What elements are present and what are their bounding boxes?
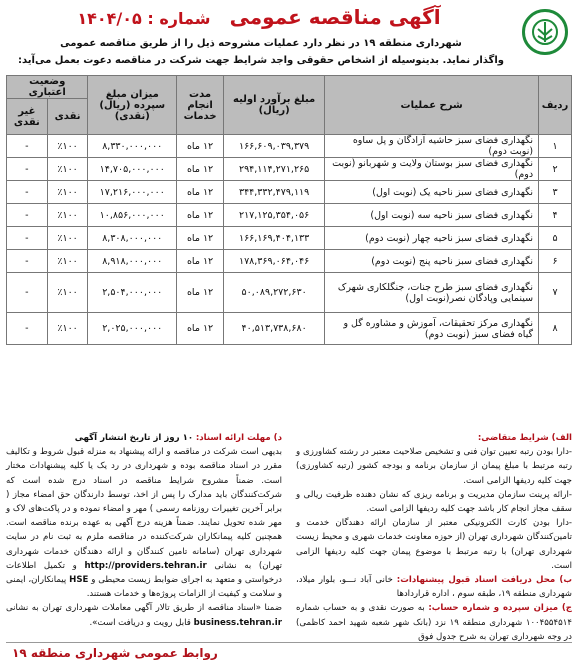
- header-duration: مدت انجام خدمات: [177, 76, 224, 135]
- cell-description: نگهداری فضای سبز حاشیه آزادگان و پل ساوه (نوبت دوم): [325, 135, 539, 158]
- cell-deposit: ۱۰,۸۵۶,۰۰۰,۰۰۰: [88, 204, 177, 227]
- municipality-logo-icon: [522, 9, 568, 55]
- notice-number: شماره : ۱۴۰۴/۰۵: [77, 9, 211, 28]
- cell-noncash: -: [7, 204, 48, 227]
- operations-table: [6, 75, 572, 345]
- cell-cash: ٪۱۰۰: [47, 181, 88, 204]
- cell-deposit: ۲,۵۰۴,۰۰۰,۰۰۰: [88, 273, 177, 313]
- notice-title: آگهی مناقصه عمومی: [229, 5, 441, 29]
- title-row: [4, 5, 514, 29]
- cell-number: ۴: [539, 204, 572, 227]
- cell-number: ۲: [539, 158, 572, 181]
- cell-estimate: ۵۰,۰۸۹,۲۷۲,۶۳۰: [224, 273, 325, 313]
- section-c: [296, 601, 572, 644]
- cell-noncash: -: [7, 313, 48, 345]
- hse-label: HSE: [69, 575, 89, 586]
- cell-duration: ۱۲ ماه: [177, 204, 224, 227]
- cell-cash: ٪۱۰۰: [47, 204, 88, 227]
- cell-cash: ٪۱۰۰: [47, 227, 88, 250]
- conditions-section: [6, 431, 572, 641]
- cell-duration: ۱۲ ماه: [177, 181, 224, 204]
- conditions-left-column: [6, 431, 282, 641]
- cell-noncash: -: [7, 158, 48, 181]
- cell-deposit: ۱۷,۲۱۶,۰۰۰,۰۰۰: [88, 181, 177, 204]
- footer: [6, 642, 572, 665]
- cell-number: ۳: [539, 181, 572, 204]
- section-d-paragraph-1: بدیهی است شرکت در مناقصه و ارائه پیشنهاد به منزله قبول شروط و تکالیف مقرر در اسناد مناقصه بوده و شهرداری در رد یک یا کلیه پیشنهادات مختار است. ضمناً مشروح شرایط مناقصه در اسناد درج شده است که شرکت‌کنندگان باید مدارک را پس از اخذ، توسط دارندگان حق امضاء مجاز ( برابر آخرین تغییرات روزنامه رسمی ) مهر و امضاء نموده و در پاکت‌های لاک و مهر شده تحویل نمایند. ضمناً هزینه درج آگهی به عهده برنده مناقصه است. همچنین کلیه پیمانکاران شرکت‌کننده در مناقصه ملزم به ثبت نام در سایت شهرداری تهران (سامانه تامین کنندگان و ارائه دهندگان خدمات شهرداری تهران) به نشانی: [6, 447, 283, 571]
- tender-notice: [4, 3, 574, 665]
- cell-estimate: ۴۰,۵۱۳,۷۳۸,۶۸۰: [224, 313, 325, 345]
- cell-number: ۷: [539, 273, 572, 313]
- cell-deposit: ۸,۳۰۸,۰۰۰,۰۰۰: [88, 227, 177, 250]
- footer-public-relations: روابط عمومی شهرداری منطقه ۱۹: [12, 646, 218, 660]
- cell-description: نگهداری فضای سبز ناحیه چهار (نوبت دوم): [325, 227, 539, 250]
- header-row-number: ردیف: [539, 76, 572, 135]
- cell-description: نگهداری فضای سبز بوستان ولایت و شهربانو (نوبت دوم): [325, 158, 539, 181]
- cell-description: نگهداری فضای سبز طرح جنات، جنگلکاری شهرک سینمایی وپادگان نصر(نوبت اول): [325, 273, 539, 313]
- cell-cash: ٪۱۰۰: [47, 135, 88, 158]
- cell-noncash: -: [7, 227, 48, 250]
- cell-deposit: ۸,۳۳۰,۰۰۰,۰۰۰: [88, 135, 177, 158]
- cell-cash: ٪۱۰۰: [47, 313, 88, 345]
- cell-duration: ۱۲ ماه: [177, 273, 224, 313]
- providers-link[interactable]: http://providers.tehran.ir: [84, 560, 207, 571]
- cell-duration: ۱۲ ماه: [177, 158, 224, 181]
- table-row: [7, 273, 572, 313]
- business-link[interactable]: business.tehran.ir: [193, 617, 282, 628]
- cell-description: نگهداری فضای سبز ناحیه پنج (نوبت دوم): [325, 250, 539, 273]
- section-b-title: ب) محل دریافت اسناد قبول پیشنهادات:: [396, 575, 572, 586]
- header-description: شرح عملیات: [325, 76, 539, 135]
- cell-cash: ٪۱۰۰: [47, 158, 88, 181]
- conditions-right-column: [296, 431, 572, 641]
- cell-noncash: -: [7, 181, 48, 204]
- cell-deposit: ۱۴,۷۰۵,۰۰۰,۰۰۰: [88, 158, 177, 181]
- cell-number: ۵: [539, 227, 572, 250]
- table-row: [7, 158, 572, 181]
- cell-estimate: ۳۴۴,۳۳۲,۴۷۹,۱۱۹: [224, 181, 325, 204]
- cell-noncash: -: [7, 135, 48, 158]
- intro-line-2: واگذار نماید. بدینوسیله از اشخاص حقوقی واجد شرایط جهت شرکت در مناقصه دعوت بعمل می‌آید:: [18, 55, 504, 66]
- section-a-title: الف) شرایط متقاضی:: [477, 433, 572, 443]
- cell-number: ۸: [539, 313, 572, 345]
- header-cash: نقدی: [47, 99, 88, 135]
- cell-estimate: ۱۷۸,۳۶۹,۰۶۴,۰۴۶: [224, 250, 325, 273]
- cell-estimate: ۱۶۶,۱۶۹,۴۰۴,۱۳۳: [224, 227, 325, 250]
- section-d-title: د) مهلت ارائه اسناد:: [195, 433, 282, 443]
- section-d-paragraph-2: و تکمیل اطلاعات درخواستی و متعهد به اجرای ضوابط زیست محیطی و: [6, 560, 282, 586]
- intro-line-1: شهرداری منطقه ۱۹ در نظر دارد عملیات مشروحه ذیل را از طریق مناقصه عمومی: [60, 38, 462, 49]
- section-a-paragraph-3: -دارا بودن کارت الکترونیکی معتبر از سازمان ارائه دهندگان خدمت و تامین‌کنندگان شهرداری تهران (از حوزه معاونت خدمات شهری و محیط زیست شهرداری تهران) با رتبه مرتبط با موضوع پیمان جهت کلیه ردیفها الزامی است.: [296, 518, 572, 571]
- cell-duration: ۱۲ ماه: [177, 227, 224, 250]
- cell-estimate: ۲۹۴,۱۱۴,۲۷۱,۲۶۵: [224, 158, 325, 181]
- section-d-paragraph-5: قابل رویت و دریافت است».: [89, 617, 194, 628]
- cell-noncash: -: [7, 273, 48, 313]
- cell-duration: ۱۲ ماه: [177, 250, 224, 273]
- header-estimate: مبلغ برآورد اولیه (ریال): [224, 76, 325, 135]
- section-b: [296, 573, 572, 601]
- cell-description: نگهداری مرکز تحقیقات، آموزش و مشاوره گل و گیاه فضای سبز (نوبت دوم): [325, 313, 539, 345]
- cell-noncash: -: [7, 250, 48, 273]
- intro-text: [8, 35, 514, 69]
- cell-estimate: ۲۱۷,۱۲۵,۳۵۴,۰۵۶: [224, 204, 325, 227]
- cell-deposit: ۸,۹۱۸,۰۰۰,۰۰۰: [88, 250, 177, 273]
- cell-deposit: ۲,۰۲۵,۰۰۰,۰۰۰: [88, 313, 177, 345]
- table-row: [7, 313, 572, 345]
- header-noncash: غیر نقدی: [7, 99, 48, 135]
- section-c-text: به صورت نقدی و به حساب شماره ۱۰۰۴۵۵۴۵۱۴ شهرداری منطقه ۱۹ نزد (بانک شهر شعبه شهید احمد کاظمی) در وجه شهرداری تهران به شرح جدول فوق: [296, 603, 572, 642]
- section-d-body: [6, 445, 282, 601]
- section-d-paragraph-3: پیمانکاران، ایمنی و سلامت و کیفیت از الزامات پروژه‌ها و خدمات هستند.: [6, 575, 282, 600]
- table-row: [7, 227, 572, 250]
- header-credit-status: وضعیت اعتباری: [7, 76, 88, 99]
- section-d-heading: [6, 431, 282, 445]
- section-a-paragraph-1: -دارا بودن رتبه تعیین توان فنی و تشخیص صلاحیت معتبر در رشته کشاورزی و رتبه مرتبط با مبلغ پیمان از سازمان برنامه و بودجه کشور (رتبه کشاورزی) جهت کلیه ردیفها الزامی است.: [296, 447, 572, 486]
- cell-cash: ٪۱۰۰: [47, 250, 88, 273]
- section-d-note: [6, 601, 282, 629]
- table-row: [7, 135, 572, 158]
- header-deposit: میزان مبلغ سپرده (ریال) (نقدی): [88, 76, 177, 135]
- cell-description: نگهداری فضای سبز ناحیه یک (نوبت اول): [325, 181, 539, 204]
- cell-duration: ۱۲ ماه: [177, 313, 224, 345]
- table-row: [7, 181, 572, 204]
- cell-duration: ۱۲ ماه: [177, 135, 224, 158]
- notice-header: [4, 3, 574, 73]
- section-c-title: ج) میزان سپرده و شماره حساب:: [428, 603, 572, 614]
- table-row: [7, 204, 572, 227]
- section-d-lead: ۱۰ روز از تاریخ انتشار آگهی: [74, 433, 194, 443]
- section-d-paragraph-4: ضمنا «اسناد مناقصه از طریق تالار آگهی معاملات شهرداری تهران به نشانی: [6, 603, 282, 614]
- section-a-paragraph-2: -ارائه پرینت سازمان مدیریت و برنامه ریزی که نشان دهنده ظرفیت ریالی و سقف مجاز انجام کار باشد جهت کلیه ردیفها الزامی است.: [296, 489, 572, 515]
- section-b-text: خانی آباد نـــو، بلوار میلاد، شهرداری منطقه ۱۹، طبقه سوم ، اداره قراردادها: [296, 575, 572, 600]
- table-row: [7, 250, 572, 273]
- cell-number: ۶: [539, 250, 572, 273]
- cell-number: ۱: [539, 135, 572, 158]
- cell-description: نگهداری فضای سبز ناحیه سه (نوبت اول): [325, 204, 539, 227]
- cell-cash: ٪۱۰۰: [47, 273, 88, 313]
- cell-estimate: ۱۶۶,۶۰۹,۰۳۹,۳۷۹: [224, 135, 325, 158]
